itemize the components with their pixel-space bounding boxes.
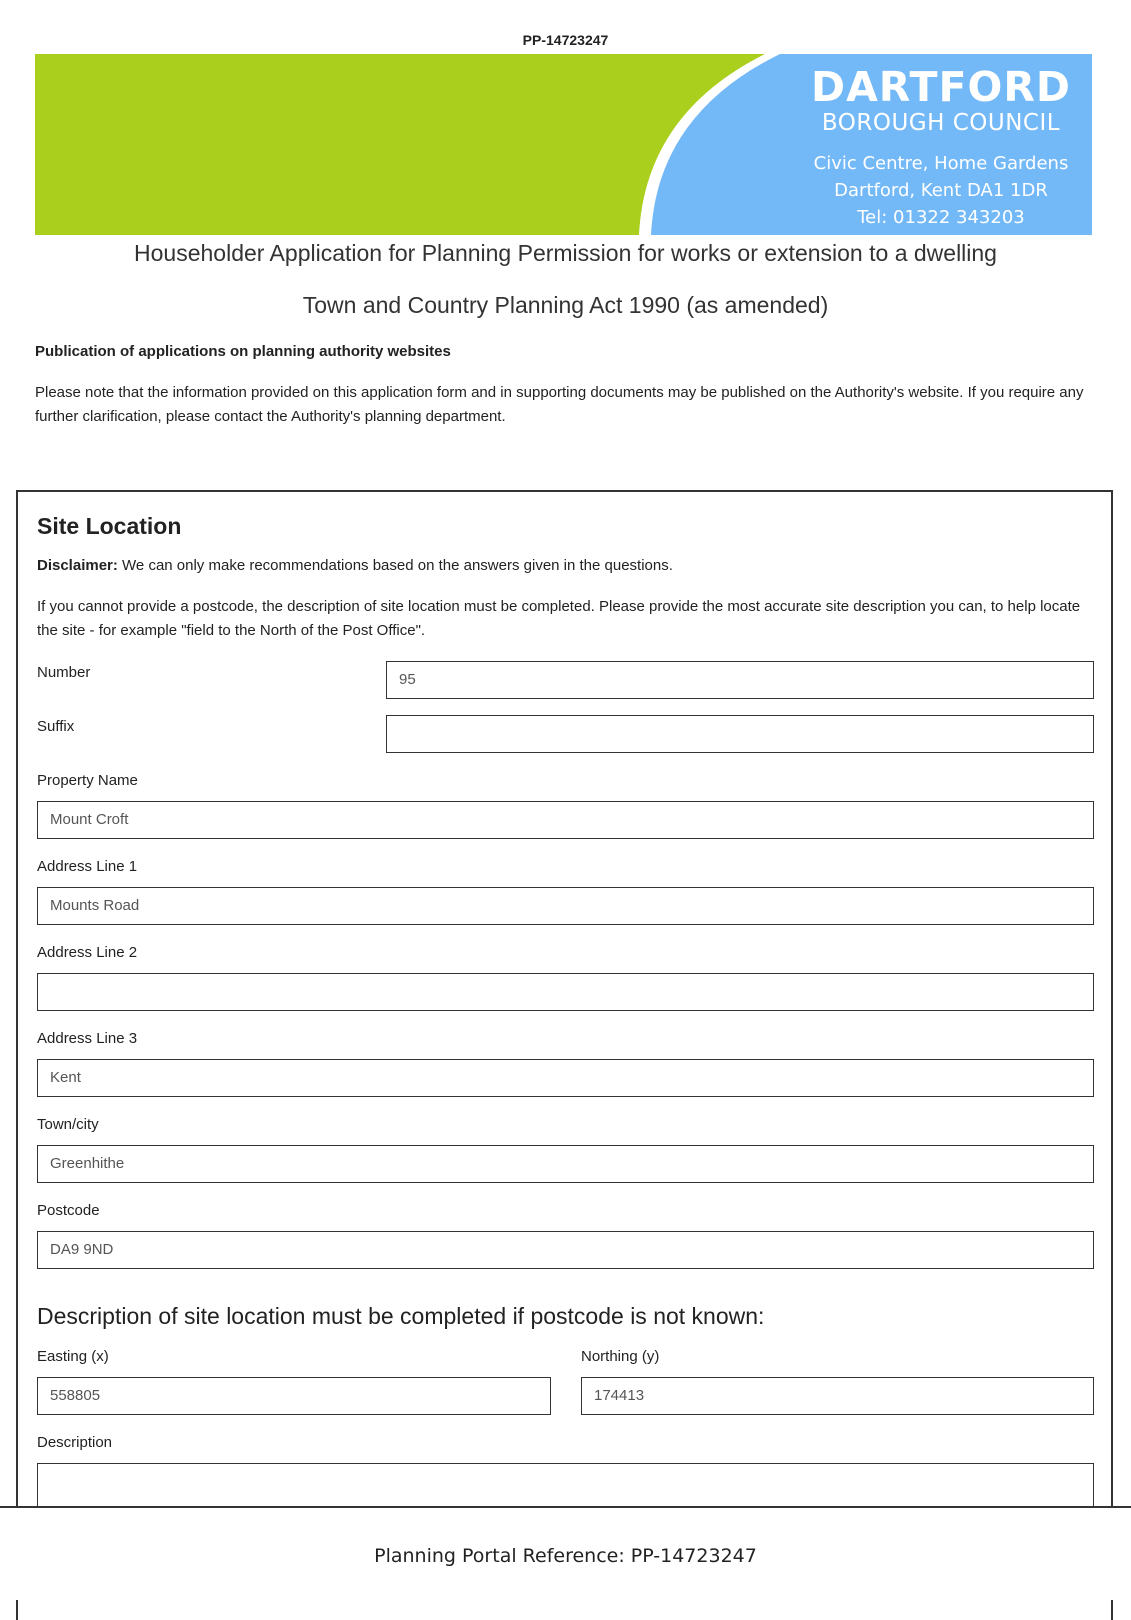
council-name: DARTFORD	[811, 63, 1071, 111]
form-subtitle: Town and Country Planning Act 1990 (as amended)	[302, 292, 829, 318]
disclaimer-label: Disclaimer:	[37, 557, 118, 574]
description-label: Description	[37, 1434, 113, 1451]
address-line-1-label: Address Line 1	[37, 858, 138, 875]
footer-reference: Planning Portal Reference: PP-14723247	[374, 1545, 757, 1567]
property-name-label: Property Name	[37, 772, 138, 789]
address-line-3-field[interactable]: Kent	[37, 1059, 1094, 1097]
number-field[interactable]: 95	[386, 661, 1094, 699]
northing-field[interactable]: 174413	[581, 1377, 1094, 1415]
easting-field[interactable]: 558805	[37, 1377, 551, 1415]
address-line-2-label: Address Line 2	[37, 944, 138, 961]
publication-heading: Publication of applications on planning authority websites	[35, 343, 451, 360]
northing-label: Northing (y)	[581, 1348, 660, 1365]
easting-label: Easting (x)	[37, 1348, 109, 1365]
council-address-line1: Civic Centre, Home Gardens	[813, 153, 1069, 174]
town-city-field[interactable]: Greenhithe	[37, 1145, 1094, 1183]
address-line-2-field[interactable]	[37, 973, 1094, 1011]
address-line-3-label: Address Line 3	[37, 1030, 138, 1047]
form-title: Householder Application for Planning Permission for works or extension to a dwelling	[134, 240, 997, 266]
town-city-label: Town/city	[37, 1116, 99, 1133]
council-banner	[35, 54, 1092, 235]
number-label: Number	[37, 664, 91, 681]
site-location-title: Site Location	[37, 513, 182, 539]
address-line-1-field[interactable]: Mounts Road	[37, 887, 1094, 925]
postcode-field[interactable]: DA9 9ND	[37, 1231, 1094, 1269]
publication-text: Please note that the information provided on this application form and in supporting documents may be published on the Authority's website. If you require any further clarification, please contact the Authority's planning department.	[35, 384, 1084, 425]
reference-number-header: PP-14723247	[522, 32, 609, 48]
site-location-section	[16, 490, 1113, 1620]
council-logo	[806, 64, 1076, 231]
property-name-field[interactable]: Mount Croft	[37, 801, 1094, 839]
disclaimer	[37, 557, 673, 574]
council-subtitle: BOROUGH COUNCIL	[821, 110, 1061, 136]
postcode-label: Postcode	[37, 1202, 100, 1219]
site-location-intro: If you cannot provide a postcode, the description of site location must be completed. Please provide the most accurate site description you can, to help locate the site - for example "field to the North of the Post Office".	[37, 598, 1081, 639]
council-address-line2: Dartford, Kent DA1 1DR	[834, 180, 1048, 201]
footer-divider	[0, 1506, 1131, 1508]
disclaimer-text: We can only make recommendations based on the answers given in the questions.	[117, 557, 673, 574]
suffix-label: Suffix	[37, 718, 75, 735]
description-heading: Description of site location must be completed if postcode is not known:	[37, 1303, 765, 1329]
suffix-field[interactable]	[386, 715, 1094, 753]
council-telephone: Tel: 01322 343203	[857, 207, 1025, 228]
